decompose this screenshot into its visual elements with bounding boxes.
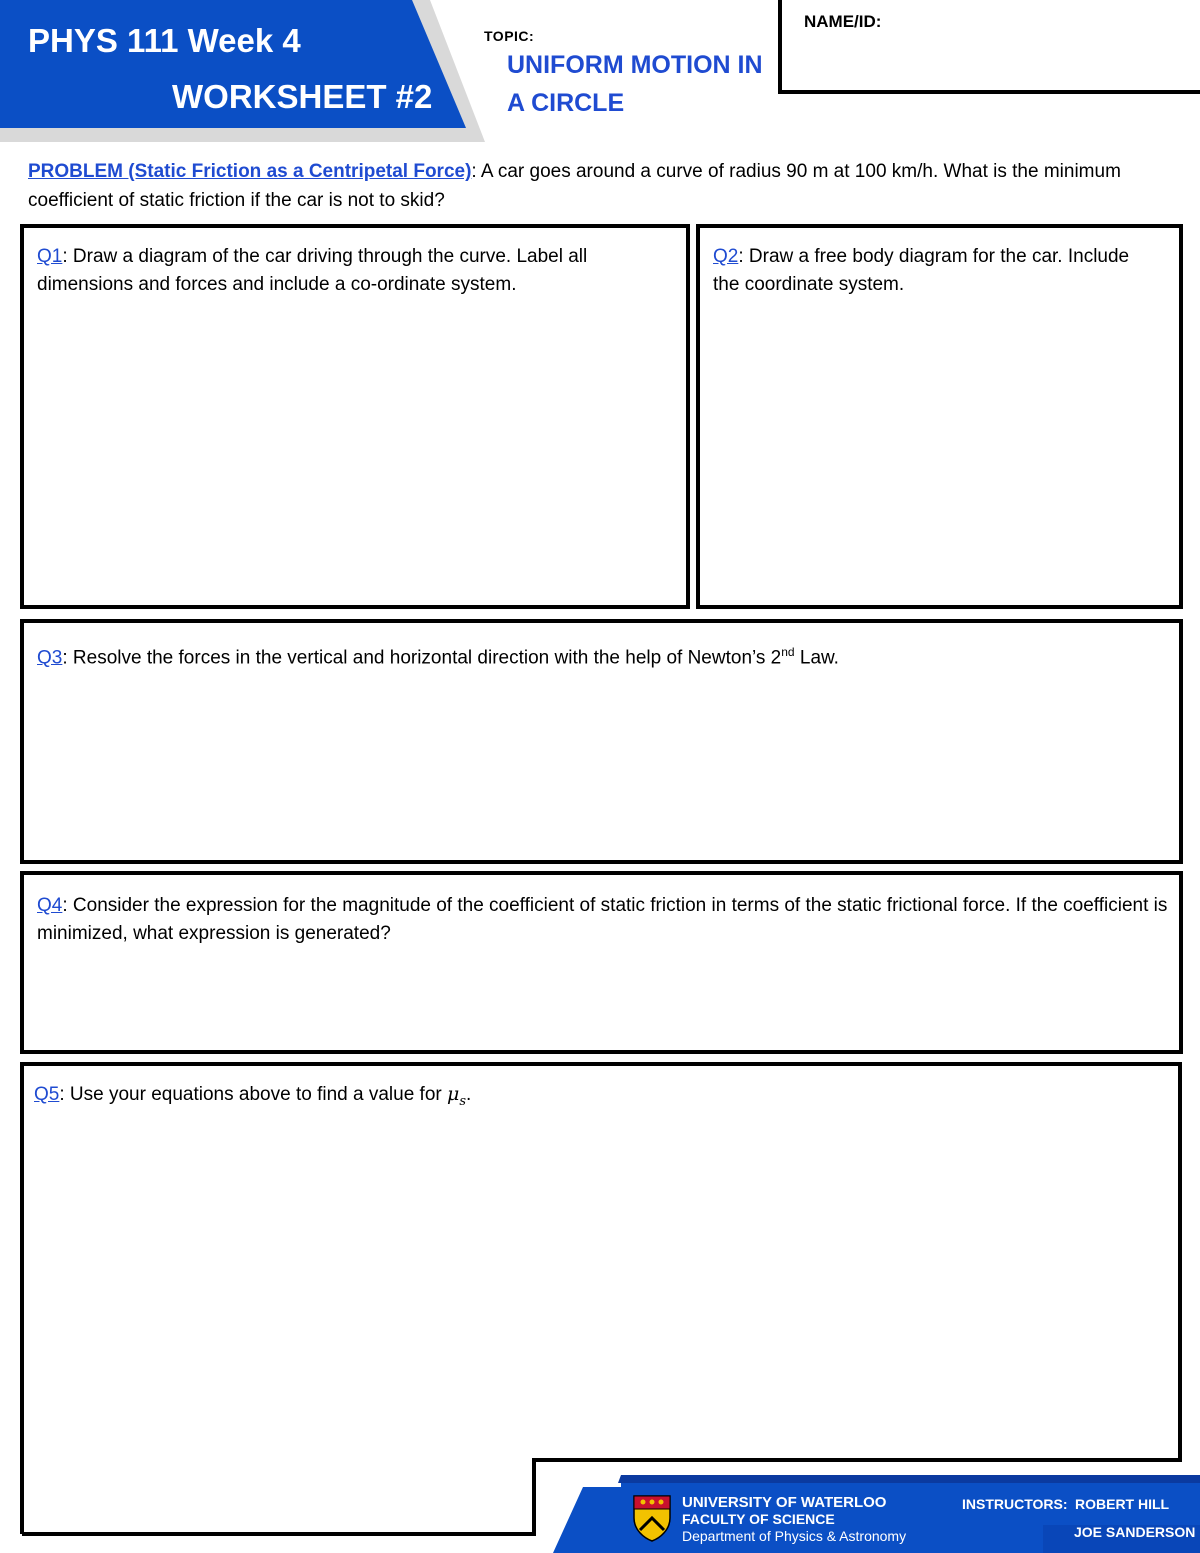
q4-text: : Consider the expression for the magnitude of the coefficient of static friction in terms of the static frictional force. If the coefficient is minimized, what expression is generated? bbox=[37, 895, 1168, 944]
q3-answer-box[interactable] bbox=[20, 619, 1183, 864]
q4-answer-box[interactable] bbox=[20, 871, 1183, 1054]
q1-label: Q1 bbox=[37, 246, 63, 267]
name-id-label: NAME/ID: bbox=[804, 12, 882, 31]
mu-subscript: s bbox=[459, 1093, 467, 1109]
q1-answer-box[interactable] bbox=[20, 224, 690, 609]
q3-text: : Resolve the forces in the vertical and horizontal direction with the help of Newton’s 2 bbox=[62, 647, 782, 669]
mu-symbol: μ bbox=[447, 1083, 460, 1105]
q1-text: : Draw a diagram of the car driving through the curve. Label all dimensions and forces and include a co-ordinate system. bbox=[37, 246, 588, 295]
worksheet-course-title: PHYS 111 Week 4 bbox=[28, 22, 301, 59]
faculty-name: FACULTY OF SCIENCE bbox=[682, 1511, 835, 1527]
q2-prompt bbox=[713, 243, 1153, 299]
q5-text-end: . bbox=[466, 1084, 472, 1105]
q5-label: Q5 bbox=[34, 1084, 60, 1105]
q3-superscript: nd bbox=[781, 645, 795, 659]
topic-value: UNIFORM MOTION IN A CIRCLE bbox=[507, 51, 763, 117]
q5-prompt bbox=[34, 1080, 1134, 1116]
problem-label: PROBLEM (Static Friction as a Centripetal Force) bbox=[28, 161, 472, 182]
q4-label: Q4 bbox=[37, 895, 63, 916]
q2-label: Q2 bbox=[713, 246, 739, 267]
problem-text: : A car goes around a curve of radius 90 m at 100 km/h. What is the minimum coefficient of static friction if the car is not to skid? bbox=[28, 161, 1121, 211]
university-name: UNIVERSITY OF WATERLOO bbox=[682, 1494, 887, 1511]
q4-prompt bbox=[37, 892, 1172, 948]
topic-label: TOPIC: bbox=[484, 28, 535, 44]
q3-text-end: Law. bbox=[794, 647, 839, 669]
problem-statement bbox=[28, 157, 1178, 215]
q2-text: : Draw a free body diagram for the car. Include the coordinate system. bbox=[713, 246, 1130, 295]
instructor-joe-sanderson: JOE SANDERSON bbox=[1074, 1524, 1196, 1540]
instructor-robert-hill: ROBERT HILL bbox=[1075, 1496, 1170, 1512]
university-crest-icon bbox=[632, 1494, 672, 1542]
q2-answer-box[interactable] bbox=[696, 224, 1183, 609]
department-name: Department of Physics & Astronomy bbox=[682, 1528, 907, 1544]
q1-prompt bbox=[37, 243, 637, 299]
q5-text: : Use your equations above to find a value for bbox=[59, 1084, 447, 1105]
q5-answer-box[interactable] bbox=[18, 1060, 1188, 1540]
q3-label: Q3 bbox=[37, 647, 63, 669]
worksheet-number-title: WORKSHEET #2 bbox=[172, 78, 433, 115]
q3-prompt bbox=[37, 638, 1167, 672]
instructors-label: INSTRUCTORS: bbox=[962, 1496, 1068, 1512]
